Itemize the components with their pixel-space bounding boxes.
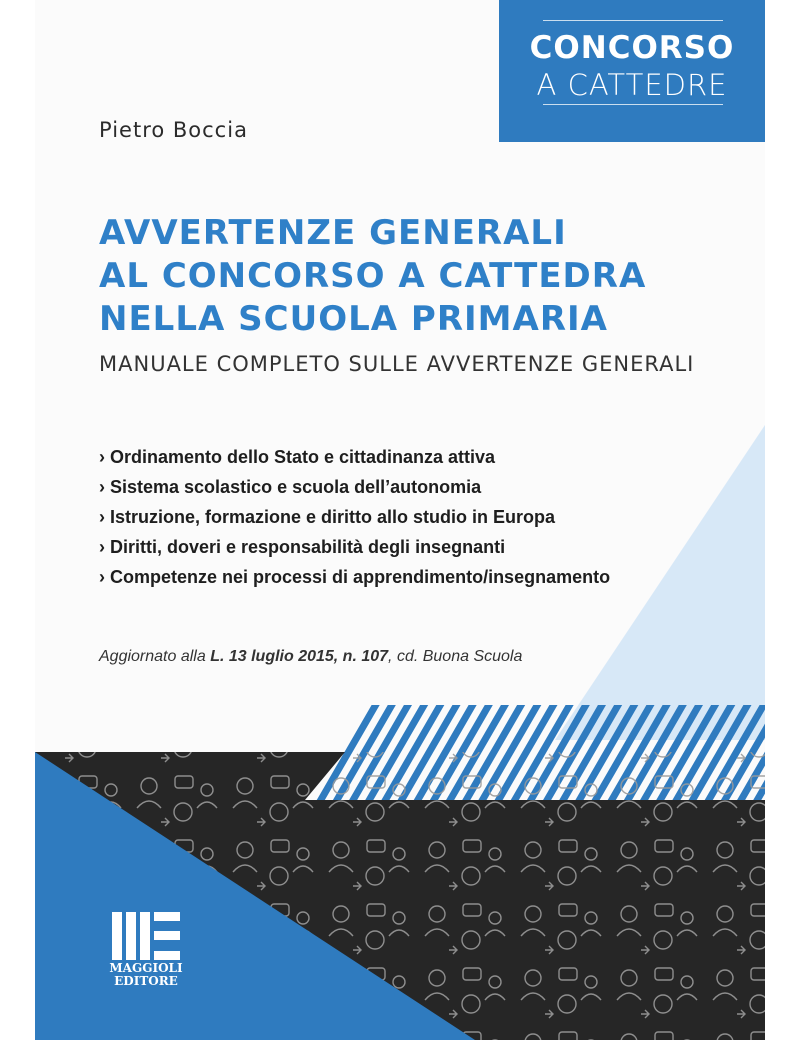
publisher-name-1: MAGGIOLI: [109, 961, 183, 975]
title-line-2: AL CONCORSO A CATTEDRA: [99, 256, 647, 296]
series-top-rule: [543, 20, 723, 21]
update-suffix: , cd. Buona Scuola: [388, 648, 523, 665]
topic-item: › Competenze nei processi di apprendimento/insegnamento: [99, 567, 611, 587]
update-prefix: Aggiornato alla: [99, 648, 211, 665]
series-bottom-rule: [543, 104, 723, 105]
update-law: L. 13 luglio 2015, n. 107: [210, 648, 389, 665]
publisher-logo: [105, 910, 187, 988]
author-name: Pietro Boccia: [99, 118, 248, 142]
series-line-2: A CATTEDRE: [536, 68, 728, 102]
book-subtitle: MANUALE COMPLETO SULLE AVVERTENZE GENERALI: [99, 352, 695, 376]
topic-item: › Diritti, doveri e responsabilità degli insegnanti: [99, 537, 506, 557]
update-note: [99, 648, 522, 666]
book-title: [99, 212, 646, 341]
maggioli-logo-icon: [110, 910, 182, 962]
publisher-name-2: EDITORE: [114, 974, 178, 988]
topics-list: [99, 442, 610, 592]
topic-item: › Sistema scolastico e scuola dell’autonomia: [99, 477, 482, 497]
title-line-3: NELLA SCUOLA PRIMARIA: [99, 299, 608, 339]
title-line-1: AVVERTENZE GENERALI: [99, 213, 567, 253]
book-cover: [35, 0, 765, 1040]
series-line-1: CONCORSO: [529, 30, 735, 66]
topic-item: › Ordinamento dello Stato e cittadinanza attiva: [99, 447, 496, 467]
series-label-box: [499, 0, 765, 142]
topic-item: › Istruzione, formazione e diritto allo studio in Europa: [99, 507, 556, 527]
